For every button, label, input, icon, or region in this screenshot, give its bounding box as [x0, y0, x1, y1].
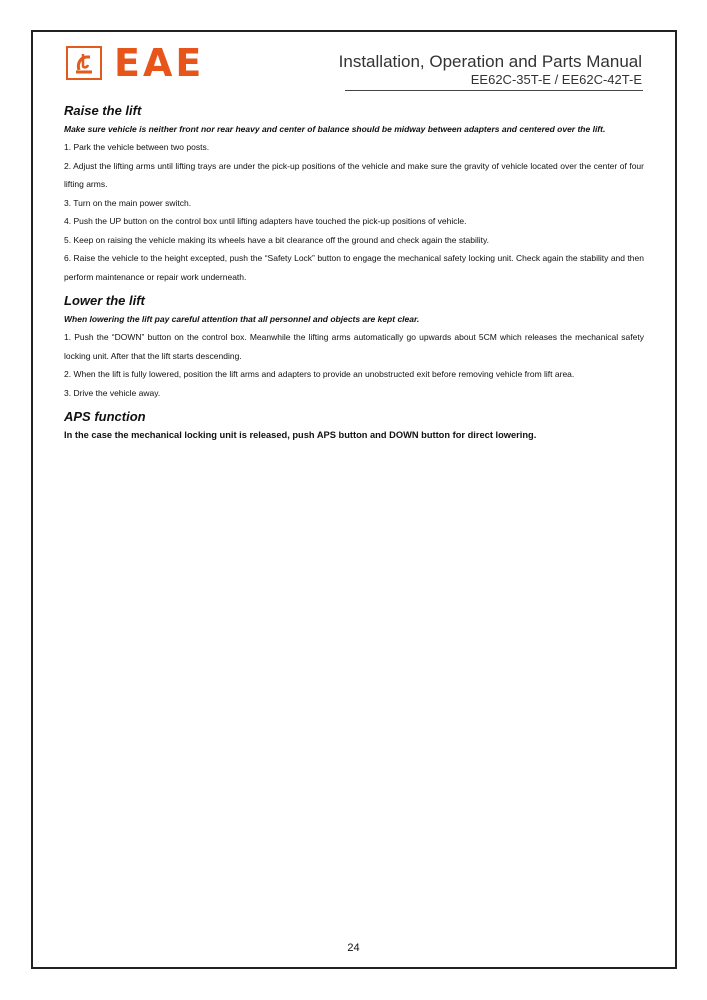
- section-heading: Raise the lift: [64, 103, 142, 118]
- section-heading: Lower the lift: [64, 293, 145, 308]
- raise-lift-section: [64, 102, 644, 286]
- logo-emblem-icon: [66, 46, 102, 80]
- step-item: 5. Keep on raising the vehicle making its wheels have a bit clearance off the ground and check again the stability.: [64, 234, 489, 245]
- step-item: 4. Push the UP button on the control box until lifting adapters have touched the pick-up positions of vehicle.: [64, 216, 467, 226]
- section-lead: Make sure vehicle is neither front nor rear heavy and center of balance should be midway between adapters and centered over the lift.: [64, 124, 606, 134]
- aps-text: In the case the mechanical locking unit is released, push APS button and DOWN button for direct lowering.: [64, 430, 537, 440]
- step-item: 2. When the lift is fully lowered, position the lift arms and adapters to provide an unobstructed exit before removing vehicle from lift area.: [64, 369, 575, 379]
- page-content: [64, 102, 644, 444]
- logo-wordmark: EAE: [114, 41, 205, 85]
- manual-title: Installation, Operation and Parts Manual: [338, 52, 642, 71]
- lower-lift-section: [64, 292, 644, 402]
- step-item: 1. Push the “DOWN” button on the control box. Meanwhile the lifting arms automatically go upwards about 5CM which releases the mechanical safety locking unit. After that the lift starts descending.: [64, 332, 644, 361]
- model-numbers: EE62C-35T-E / EE62C-42T-E: [470, 72, 642, 87]
- aps-function-section: [64, 408, 644, 444]
- page-number: 24: [347, 942, 360, 954]
- step-item: 6. Raise the vehicle to the height excepted, push the “Safety Lock” button to engage the mechanical safety locking unit. Check again the stability and then perform maintenance or repair work underneath.: [64, 253, 644, 282]
- step-item: 1. Park the vehicle between two posts.: [64, 142, 210, 152]
- step-item: 2. Adjust the lifting arms until lifting trays are under the pick-up positions of the vehicle and make sure the gravity of vehicle located over the center of four lifting arms.: [64, 160, 644, 189]
- section-lead: When lowering the lift pay careful attention that all personnel and objects are kept clear.: [64, 314, 420, 324]
- step-item: 3. Turn on the main power switch.: [64, 197, 192, 208]
- header-rule: [345, 90, 643, 91]
- section-heading: APS function: [64, 409, 146, 424]
- eae-logo: [66, 41, 242, 85]
- step-item: 3. Drive the vehicle away.: [64, 387, 161, 398]
